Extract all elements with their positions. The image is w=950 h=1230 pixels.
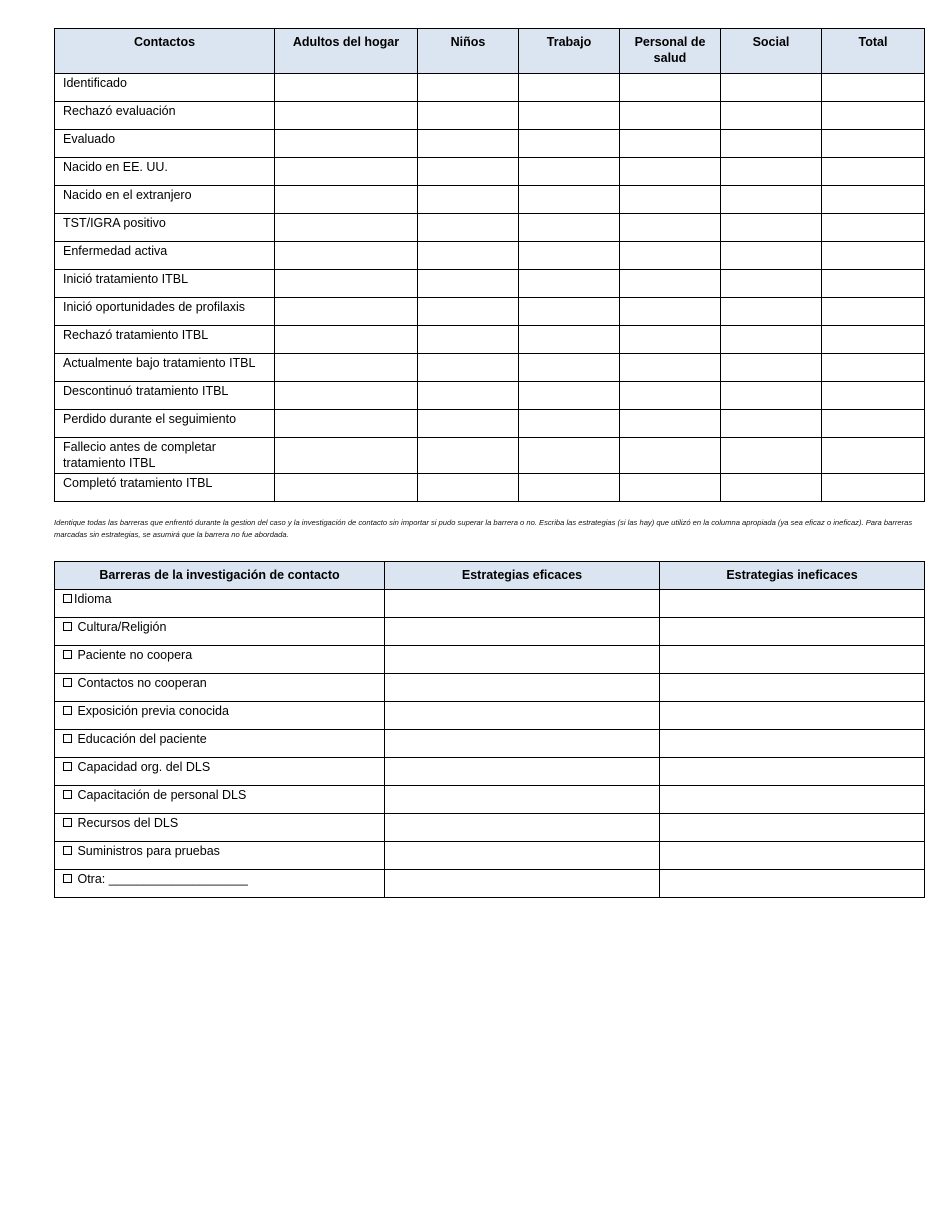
contact-row-label: Perdido durante el seguimiento [55, 410, 275, 438]
contact-row-label: Completó tratamiento ITBL [55, 474, 275, 502]
contact-count-cell[interactable] [822, 158, 925, 186]
contact-count-cell[interactable] [418, 270, 519, 298]
effective-strategy-cell[interactable] [385, 814, 660, 842]
barrier-checkbox[interactable] [63, 846, 72, 855]
contact-count-cell[interactable] [275, 410, 418, 438]
contact-count-cell[interactable] [275, 326, 418, 354]
contact-count-cell[interactable] [275, 74, 418, 102]
table-row [55, 382, 925, 410]
table-row [55, 354, 925, 382]
contact-count-cell[interactable] [822, 214, 925, 242]
contact-count-cell[interactable] [822, 354, 925, 382]
contact-count-cell[interactable] [519, 474, 620, 502]
contact-count-cell[interactable] [620, 74, 721, 102]
header-adultos-del-hogar: Adultos del hogar [275, 29, 418, 74]
effective-strategy-cell[interactable] [385, 702, 660, 730]
contact-count-cell[interactable] [519, 326, 620, 354]
barrier-row-label [55, 618, 385, 646]
contact-count-cell[interactable] [519, 410, 620, 438]
table-row [55, 702, 925, 730]
contact-count-cell[interactable] [519, 158, 620, 186]
contact-row-label: Identificado [55, 74, 275, 102]
table-row [55, 130, 925, 158]
barriers-table [54, 561, 925, 898]
contact-count-cell[interactable] [721, 326, 822, 354]
table-row [55, 438, 925, 474]
barrier-label: Capacidad org. del DLS [74, 760, 211, 774]
contact-count-cell[interactable] [418, 130, 519, 158]
table-row [55, 474, 925, 502]
barrier-label: Contactos no cooperan [74, 676, 207, 690]
barrier-row-label [55, 730, 385, 758]
effective-strategy-cell[interactable] [385, 730, 660, 758]
contact-count-cell[interactable] [620, 326, 721, 354]
contact-count-cell[interactable] [620, 214, 721, 242]
contact-count-cell[interactable] [519, 186, 620, 214]
contact-count-cell[interactable] [519, 102, 620, 130]
barrier-row-label [55, 870, 385, 898]
header-total: Total [822, 29, 925, 74]
contact-row-label: Rechazó evaluación [55, 102, 275, 130]
barrier-row-label [55, 814, 385, 842]
ineffective-strategy-cell[interactable] [660, 646, 925, 674]
contact-count-cell[interactable] [519, 130, 620, 158]
contact-row-label: Nacido en EE. UU. [55, 158, 275, 186]
contact-count-cell[interactable] [721, 474, 822, 502]
barrier-label: Cultura/Religión [74, 620, 167, 634]
effective-strategy-cell[interactable] [385, 590, 660, 618]
contact-count-cell[interactable] [620, 186, 721, 214]
contact-count-cell[interactable] [721, 214, 822, 242]
contact-count-cell[interactable] [418, 326, 519, 354]
header-ninos: Niños [418, 29, 519, 74]
contact-count-cell[interactable] [620, 298, 721, 326]
contact-count-cell[interactable] [822, 102, 925, 130]
contact-count-cell[interactable] [519, 74, 620, 102]
contact-count-cell[interactable] [620, 102, 721, 130]
ineffective-strategy-cell[interactable] [660, 618, 925, 646]
contact-row-label: Nacido en el extranjero [55, 186, 275, 214]
contact-row-label: Inició tratamiento ITBL [55, 270, 275, 298]
table-row [55, 186, 925, 214]
contact-count-cell[interactable] [721, 270, 822, 298]
contact-count-cell[interactable] [620, 158, 721, 186]
contact-count-cell[interactable] [620, 270, 721, 298]
contact-count-cell[interactable] [721, 438, 822, 474]
header-estrategias-eficaces: Estrategias eficaces [385, 562, 660, 590]
ineffective-strategy-cell[interactable] [660, 870, 925, 898]
barrier-checkbox[interactable] [63, 622, 72, 631]
table-row [55, 102, 925, 130]
contact-count-cell[interactable] [418, 382, 519, 410]
ineffective-strategy-cell[interactable] [660, 786, 925, 814]
contact-count-cell[interactable] [519, 298, 620, 326]
contact-count-cell[interactable] [418, 410, 519, 438]
contact-count-cell[interactable] [519, 438, 620, 474]
table-row [55, 730, 925, 758]
contact-count-cell[interactable] [620, 130, 721, 158]
contact-count-cell[interactable] [822, 130, 925, 158]
effective-strategy-cell[interactable] [385, 646, 660, 674]
effective-strategy-cell[interactable] [385, 870, 660, 898]
contact-count-cell[interactable] [275, 214, 418, 242]
table-row [55, 590, 925, 618]
contact-count-cell[interactable] [275, 474, 418, 502]
barrier-row-label [55, 590, 385, 618]
barrier-label: Idioma [74, 592, 112, 606]
contacts-table [54, 28, 925, 502]
barrier-checkbox[interactable] [63, 762, 72, 771]
contact-count-cell[interactable] [822, 438, 925, 474]
contact-count-cell[interactable] [822, 326, 925, 354]
contact-count-cell[interactable] [418, 354, 519, 382]
table-row [55, 786, 925, 814]
contact-count-cell[interactable] [721, 382, 822, 410]
contact-count-cell[interactable] [620, 242, 721, 270]
contact-count-cell[interactable] [721, 410, 822, 438]
contact-count-cell[interactable] [275, 382, 418, 410]
barrier-checkbox[interactable] [63, 650, 72, 659]
table-row [55, 646, 925, 674]
contact-count-cell[interactable] [822, 74, 925, 102]
contact-count-cell[interactable] [721, 298, 822, 326]
contact-count-cell[interactable] [721, 130, 822, 158]
contact-count-cell[interactable] [275, 354, 418, 382]
barrier-label: Recursos del DLS [74, 816, 179, 830]
contact-count-cell[interactable] [620, 382, 721, 410]
contact-count-cell[interactable] [822, 298, 925, 326]
barrier-checkbox[interactable] [63, 734, 72, 743]
table-row [55, 298, 925, 326]
contact-count-cell[interactable] [721, 354, 822, 382]
contact-count-cell[interactable] [275, 102, 418, 130]
contact-row-label: Rechazó tratamiento ITBL [55, 326, 275, 354]
effective-strategy-cell[interactable] [385, 842, 660, 870]
header-trabajo: Trabajo [519, 29, 620, 74]
contact-count-cell[interactable] [275, 438, 418, 474]
table-row [55, 214, 925, 242]
barrier-label: Paciente no coopera [74, 648, 193, 662]
table-row [55, 674, 925, 702]
contact-count-cell[interactable] [620, 410, 721, 438]
barrier-checkbox[interactable] [63, 594, 72, 603]
contact-count-cell[interactable] [822, 474, 925, 502]
barrier-row-label [55, 702, 385, 730]
contact-count-cell[interactable] [822, 270, 925, 298]
contact-row-label: Descontinuó tratamiento ITBL [55, 382, 275, 410]
table-row [55, 410, 925, 438]
contact-count-cell[interactable] [275, 186, 418, 214]
contact-count-cell[interactable] [519, 382, 620, 410]
barrier-checkbox[interactable] [63, 790, 72, 799]
table-row [55, 618, 925, 646]
contact-count-cell[interactable] [822, 242, 925, 270]
ineffective-strategy-cell[interactable] [660, 730, 925, 758]
contact-count-cell[interactable] [620, 438, 721, 474]
header-contactos: Contactos [55, 29, 275, 74]
contact-count-cell[interactable] [721, 242, 822, 270]
barriers-header-row [55, 562, 925, 590]
table-row [55, 326, 925, 354]
barrier-row-label [55, 842, 385, 870]
contact-row-label: Evaluado [55, 130, 275, 158]
table-row [55, 870, 925, 898]
contact-count-cell[interactable] [620, 474, 721, 502]
ineffective-strategy-cell[interactable] [660, 674, 925, 702]
contact-count-cell[interactable] [275, 130, 418, 158]
barrier-label: Exposición previa conocida [74, 704, 229, 718]
contact-count-cell[interactable] [418, 186, 519, 214]
contact-count-cell[interactable] [418, 102, 519, 130]
effective-strategy-cell[interactable] [385, 786, 660, 814]
barrier-checkbox[interactable] [63, 706, 72, 715]
contact-count-cell[interactable] [275, 298, 418, 326]
barrier-row-label [55, 758, 385, 786]
instructions-text: Identique todas las barreras que enfrentó durante la gestion del caso y la investigación de contacto sin importar si pudo superar la barrera o no. Escriba las estrategias (si las hay) que utilizó en la columna apropiada (ya sea eficaz o ineficaz). Para barreras marcadas sin estrategias, se asumirá que la barrera no fue abordada. [54, 518, 913, 539]
header-barreras: Barreras de la investigación de contacto [55, 562, 385, 590]
barrier-label: Otra: ____________________ [74, 872, 248, 886]
header-personal-de-salud: Personal de salud [620, 29, 721, 74]
header-social: Social [721, 29, 822, 74]
header-estrategias-ineficaces: Estrategias ineficaces [660, 562, 925, 590]
contact-count-cell[interactable] [822, 382, 925, 410]
contact-row-label: Fallecio antes de completar tratamiento ITBL [55, 438, 275, 474]
barrier-label: Educación del paciente [74, 732, 207, 746]
contact-row-label: Inició oportunidades de profilaxis [55, 298, 275, 326]
barrier-label: Capacitación de personal DLS [74, 788, 247, 802]
ineffective-strategy-cell[interactable] [660, 814, 925, 842]
contact-count-cell[interactable] [418, 214, 519, 242]
barrier-row-label [55, 646, 385, 674]
effective-strategy-cell[interactable] [385, 758, 660, 786]
contact-row-label: Actualmente bajo tratamiento ITBL [55, 354, 275, 382]
contact-count-cell[interactable] [275, 158, 418, 186]
contact-count-cell[interactable] [418, 74, 519, 102]
effective-strategy-cell[interactable] [385, 618, 660, 646]
contact-row-label: Enfermedad activa [55, 242, 275, 270]
table-row [55, 158, 925, 186]
contact-count-cell[interactable] [519, 242, 620, 270]
contact-count-cell[interactable] [418, 298, 519, 326]
contact-count-cell[interactable] [822, 186, 925, 214]
table-row [55, 74, 925, 102]
table-row [55, 270, 925, 298]
ineffective-strategy-cell[interactable] [660, 758, 925, 786]
table-row [55, 758, 925, 786]
barrier-label: Suministros para pruebas [74, 844, 220, 858]
barrier-row-label [55, 786, 385, 814]
contact-count-cell[interactable] [275, 270, 418, 298]
contact-count-cell[interactable] [620, 354, 721, 382]
barrier-checkbox[interactable] [63, 874, 72, 883]
contact-count-cell[interactable] [418, 474, 519, 502]
ineffective-strategy-cell[interactable] [660, 590, 925, 618]
contact-count-cell[interactable] [519, 214, 620, 242]
barrier-checkbox[interactable] [63, 818, 72, 827]
contact-count-cell[interactable] [418, 438, 519, 474]
contact-count-cell[interactable] [418, 158, 519, 186]
ineffective-strategy-cell[interactable] [660, 702, 925, 730]
table-row [55, 842, 925, 870]
contact-count-cell[interactable] [721, 158, 822, 186]
table-row [55, 814, 925, 842]
contact-count-cell[interactable] [721, 102, 822, 130]
contact-count-cell[interactable] [275, 242, 418, 270]
table-row [55, 242, 925, 270]
barrier-row-label [55, 674, 385, 702]
contact-row-label: TST/IGRA positivo [55, 214, 275, 242]
contact-count-cell[interactable] [721, 186, 822, 214]
contacts-header-row [55, 29, 925, 74]
contact-count-cell[interactable] [519, 354, 620, 382]
contact-count-cell[interactable] [519, 270, 620, 298]
effective-strategy-cell[interactable] [385, 674, 660, 702]
contact-count-cell[interactable] [418, 242, 519, 270]
barrier-checkbox[interactable] [63, 678, 72, 687]
contact-count-cell[interactable] [822, 410, 925, 438]
ineffective-strategy-cell[interactable] [660, 842, 925, 870]
contact-count-cell[interactable] [721, 74, 822, 102]
